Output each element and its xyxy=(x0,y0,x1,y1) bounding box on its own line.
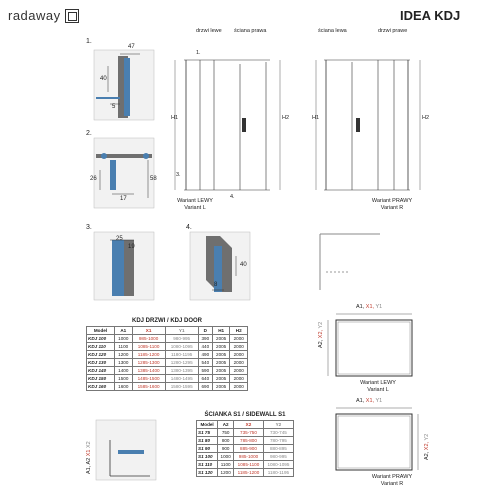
door-table-cell: 1485-1500 xyxy=(132,375,165,383)
door-table-cell: 2005 xyxy=(212,375,230,383)
variant-right-label xyxy=(364,198,420,211)
detail-1 xyxy=(94,50,154,120)
small-plan-x: X1 xyxy=(86,449,92,457)
plan-top-y1: Y1 xyxy=(375,304,383,310)
dim-3-b: 19 xyxy=(128,244,135,250)
wall-table-title: ŚCIANKA S1 / SIDEWALL S1 xyxy=(204,412,286,418)
step-3-number: 3. xyxy=(86,224,92,231)
wall-table-block xyxy=(196,412,294,477)
wall-table-cell: 985-1000 xyxy=(234,453,264,461)
door-table-cell: 1500 xyxy=(115,375,133,383)
label-left-wall: ściana lewa xyxy=(318,28,347,34)
wall-table-cell: S1 100 xyxy=(197,453,218,461)
door-table-cell: KDJ 120 xyxy=(87,351,115,359)
plan-bottom-width xyxy=(356,398,382,404)
label-right-h1: H1 xyxy=(312,115,320,121)
wall-header-a2: A2 xyxy=(218,421,234,429)
door-table-cell: 1285-1300 xyxy=(132,359,165,367)
label-left-h1: H1 xyxy=(171,115,179,121)
plan-bottom-variant-pl: Wariant PRAWY xyxy=(371,474,413,480)
label-left-door: drzwi lewe xyxy=(196,28,222,34)
door-table-cell: 1480-1495 xyxy=(165,375,198,383)
wall-table-header xyxy=(197,421,294,429)
plan-top xyxy=(328,314,412,376)
door-table-cell: 985-1000 xyxy=(132,335,165,343)
door-table-cell: 1000 xyxy=(115,335,133,343)
wall-table-cell: 1080-1095 xyxy=(263,461,293,469)
wall-table-cell: S1 80 xyxy=(197,437,218,445)
plan-bottom-y2: Y2 xyxy=(424,433,430,441)
label-right-h2: H2 xyxy=(422,115,430,121)
plan-top-a1: A1, xyxy=(356,304,365,310)
door-table-row xyxy=(87,383,248,391)
door-table-cell: 2005 xyxy=(212,343,230,351)
step-1-number: 1. xyxy=(86,38,92,45)
plan-bottom-a1: A1, xyxy=(356,398,365,404)
plan-top-variant xyxy=(350,380,406,393)
wall-table xyxy=(196,420,294,477)
brand-name: radaway xyxy=(8,8,61,23)
label-right-door: drzwi prawe xyxy=(378,28,408,34)
step-2-number: 2. xyxy=(86,130,92,137)
door-header-h2: H2 xyxy=(230,327,248,335)
product-title: IDEA KDJ xyxy=(400,8,461,23)
wall-table-row xyxy=(197,437,294,445)
door-table-title: KDJ DRZWI / KDJ DOOR xyxy=(131,318,202,324)
wall-table-cell: 780-795 xyxy=(263,437,293,445)
door-header-y1: Y1 xyxy=(165,327,198,335)
door-table-body xyxy=(87,335,248,391)
dim-1-c: 5 xyxy=(112,104,116,110)
door-table-cell: 1085-1100 xyxy=(132,343,165,351)
door-table-row xyxy=(87,335,248,343)
detail-3 xyxy=(94,232,154,300)
plan-bottom-x2: X2, xyxy=(424,441,430,451)
door-table-row xyxy=(87,343,248,351)
plan-top-depth xyxy=(318,322,324,348)
plan-top-y2: Y2 xyxy=(318,321,324,329)
small-plan-side xyxy=(86,441,92,474)
door-table-cell: 1400 xyxy=(115,367,133,375)
door-table-cell: 490 xyxy=(198,351,212,359)
door-table-cell: 2005 xyxy=(212,335,230,343)
door-table-cell: 2000 xyxy=(230,375,248,383)
plan-top-variant-pl: Wariant LEWY xyxy=(360,380,396,386)
wall-table-body xyxy=(197,429,294,477)
door-table-cell: 640 xyxy=(198,375,212,383)
wall-table-cell: S1 120 xyxy=(197,469,218,477)
door-table-cell: 1200 xyxy=(115,351,133,359)
wall-table-cell: 880-895 xyxy=(263,445,293,453)
door-table-cell: 2000 xyxy=(230,335,248,343)
small-plan-y: X2 xyxy=(86,441,92,448)
plan-bottom-a2: A2, xyxy=(424,451,430,460)
dim-2-a: 26 xyxy=(90,176,97,182)
elevation-right xyxy=(316,60,420,190)
wall-table-row xyxy=(197,453,294,461)
plan-bottom-depth xyxy=(424,434,430,460)
door-table-cell: 1380-1395 xyxy=(165,367,198,375)
wall-table-row xyxy=(197,461,294,469)
door-table-cell: 1385-1400 xyxy=(132,367,165,375)
wall-table-row xyxy=(197,445,294,453)
dim-3-a: 25 xyxy=(116,236,123,242)
door-table-cell: KDJ 140 xyxy=(87,367,115,375)
door-table-cell: 2005 xyxy=(212,351,230,359)
label-left-h2: H2 xyxy=(282,115,290,121)
door-header-model: Model xyxy=(87,327,115,335)
wall-table-cell: S1 90 xyxy=(197,445,218,453)
wall-table-cell: 1085-1100 xyxy=(234,461,264,469)
door-table-row xyxy=(87,367,248,375)
door-table-cell: 1300 xyxy=(115,359,133,367)
wall-table-row xyxy=(197,469,294,477)
door-table-cell: 2000 xyxy=(230,359,248,367)
door-table-cell: 2000 xyxy=(230,343,248,351)
door-table-cell: 1080-1095 xyxy=(165,343,198,351)
door-table-cell: 2005 xyxy=(212,367,230,375)
door-table-cell: 540 xyxy=(198,359,212,367)
plan-top-variant-en: Variant L xyxy=(367,386,389,393)
door-table xyxy=(86,326,248,391)
dim-4-b: 8 xyxy=(214,282,218,288)
wall-table-cell: 900 xyxy=(218,445,234,453)
wall-table-cell: 1200 xyxy=(218,469,234,477)
dim-4-a: 40 xyxy=(240,262,247,268)
variant-right-pl: Wariant PRAWY xyxy=(371,198,413,204)
wall-table-cell: 885-900 xyxy=(234,445,264,453)
door-table-cell: 1580-1595 xyxy=(165,383,198,391)
door-table-cell: 2000 xyxy=(230,367,248,375)
door-header-d: D xyxy=(198,327,212,335)
door-table-row xyxy=(87,351,248,359)
wall-table-cell: 735-750 xyxy=(234,429,264,437)
plan-bottom-y1: Y1 xyxy=(375,398,383,404)
door-table-cell: 1600 xyxy=(115,383,133,391)
door-table-cell: KDJ 130 xyxy=(87,359,115,367)
variant-left-en: Variant L xyxy=(184,204,206,211)
door-table-cell: 2005 xyxy=(212,383,230,391)
door-table-cell: KDJ 150 xyxy=(87,375,115,383)
wall-table-cell: 1000 xyxy=(218,453,234,461)
door-table-cell: 2005 xyxy=(212,359,230,367)
marker-left-b: 4. xyxy=(230,194,235,200)
plan-top-width xyxy=(356,304,382,310)
small-plan-a: A1, A2 xyxy=(86,457,92,474)
wall-table-row xyxy=(197,429,294,437)
variant-left-label xyxy=(170,198,220,211)
wall-table-cell: 1180-1195 xyxy=(263,469,293,477)
door-table-cell: 690 xyxy=(198,383,212,391)
door-table-header xyxy=(87,327,248,335)
dim-1-a: 47 xyxy=(128,44,135,50)
wall-table-cell: 730-745 xyxy=(263,429,293,437)
wall-table-cell: 1185-1200 xyxy=(234,469,264,477)
dim-2-b: 17 xyxy=(120,196,127,202)
door-table-cell: 1180-1195 xyxy=(165,351,198,359)
elevation-left xyxy=(175,60,280,190)
door-table-row xyxy=(87,375,248,383)
marker-left-a: 3. xyxy=(176,172,181,178)
door-table-cell: 390 xyxy=(198,335,212,343)
label-right-wall: ściana prawa xyxy=(234,28,267,34)
plan-bottom xyxy=(336,408,418,470)
door-table-cell: KDJ 110 xyxy=(87,343,115,351)
step-4-number: 4. xyxy=(186,224,192,231)
variant-left-pl: Wariant LEWY xyxy=(177,198,213,204)
wall-table-cell: 750 xyxy=(218,429,234,437)
door-table-cell: 1280-1295 xyxy=(165,359,198,367)
door-table-cell: 2000 xyxy=(230,351,248,359)
door-header-a1: A1 xyxy=(115,327,133,335)
dim-2-c: 58 xyxy=(150,176,157,182)
wall-table-cell: 980-995 xyxy=(263,453,293,461)
door-header-x1: X1 xyxy=(132,327,165,335)
plan-bottom-x1: X1, xyxy=(365,398,375,404)
wall-table-cell: 1100 xyxy=(218,461,234,469)
wall-table-cell: S1 75 xyxy=(197,429,218,437)
wall-table-cell: 785-800 xyxy=(234,437,264,445)
plan-bottom-variant xyxy=(364,474,420,487)
wall-detail xyxy=(320,234,380,290)
dim-1-b: 40 xyxy=(100,76,107,82)
variant-right-en: Variant R xyxy=(380,204,404,211)
marker-left-c: 1. xyxy=(196,50,201,56)
door-table-cell: 1185-1200 xyxy=(132,351,165,359)
door-table-cell: 590 xyxy=(198,367,212,375)
wall-header-x2: X2 xyxy=(234,421,264,429)
wall-header-model: Model xyxy=(197,421,218,429)
wall-table-cell: S1 110 xyxy=(197,461,218,469)
door-header-h1: H1 xyxy=(212,327,230,335)
wall-header-y2: Y2 xyxy=(263,421,293,429)
door-table-cell: 980-995 xyxy=(165,335,198,343)
door-table-cell: 1585-1600 xyxy=(132,383,165,391)
door-table-cell: KDJ 100 xyxy=(87,335,115,343)
door-table-cell: 1100 xyxy=(115,343,133,351)
plan-bottom-variant-en: Variant R xyxy=(380,480,404,487)
plan-top-x2: X2, xyxy=(318,329,324,339)
door-table-block xyxy=(86,318,248,391)
wall-table-cell: 800 xyxy=(218,437,234,445)
plan-top-a2: A2, xyxy=(318,339,324,348)
small-plan xyxy=(96,420,156,480)
door-table-row xyxy=(87,359,248,367)
door-table-cell: 2000 xyxy=(230,383,248,391)
door-table-cell: KDJ 160 xyxy=(87,383,115,391)
plan-top-x1: X1, xyxy=(365,304,375,310)
door-table-cell: 440 xyxy=(198,343,212,351)
